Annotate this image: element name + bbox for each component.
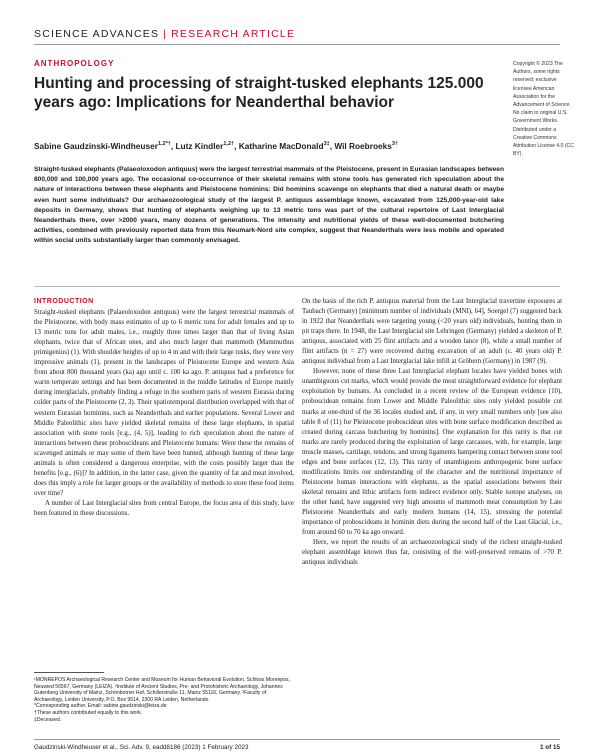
body-paragraph: On the basis of the rich P. antiquus material from the Last Interglacial travertine exposures at Taubach (Germany) [minimum number of individuals (MNI), 64], Soergel (7) suggested back in 1922 that Neanderthals were targeting young (<20 years old) individuals, hunting them in pit traps there. In 1948, the Last Interglacial site Lehringen (Germany) yielded a skeleton of P. antiquus, associated with 25 flint artifacts and a wooden lance (8), while a small number of flint artifacts (n = 27) were recovered during excavation of an adult (c. 40 years old) P. antiquus individual from a Last Interglacial lake infill at Gröbern (Germany) in 1987 (9). <box>302 298 562 366</box>
author-name[interactable]: Katharine MacDonald <box>238 141 324 151</box>
article-type: RESEARCH ARTICLE <box>171 28 296 40</box>
abstract-divider <box>34 286 560 287</box>
author-name[interactable]: Wil Roebroeks <box>334 141 392 151</box>
section-heading: INTRODUCTION <box>34 298 94 305</box>
deceased-footnote: ‡Deceased. <box>34 716 62 723</box>
author-affiliation: 3‡ <box>323 141 330 148</box>
author-list <box>34 141 504 151</box>
footer-rule <box>34 739 560 740</box>
section-label: ANTHROPOLOGY <box>34 59 115 68</box>
journal-name: SCIENCE ADVANCES <box>34 28 160 40</box>
body-paragraph: Straight-tusked elephants (Palaeoloxodon antiquus) were the largest terrestrial mammals of the Pleistocene, with body mass estimates of up to 6 metric tons for adult females and up to 13 metric tons for adult males, i.e., roughly three times larger than that of living Asian elephants, twice that of African ones, and also much larger than mammoth (Mammuthus primigenius) (1). With shoulder heights of up to 4 m and with their large tusks, they were very impressive animals (1), present in the landscapes of Pleistocene Europe and western Asia from about 800 thousand years (ka) ago until c. 100 ka ago. P. antiquus had a preference for warm temperate settings and has been documented in the middle latitudes of Europe mainly during interglacials, probably finding a refuge in the southern parts of western Eurasia during colder parts of the Pleistocene (2, 3). Their spatiotemporal distribution overlapped with that of western Eurasian hominins, such as Neanderthals and earlier populations. Several Lower and Middle Paleolithic sites have yielded skeletal remains of these large elephants, in spatial association with stone tools [e.g., (4, 5)], leading to rich speculation about the nature of interactions between these proboscideans and Pleistocene humans: Were these the remains of scavenged animals or may some of them have been hunted, although hunting of these large animals is often considered a dangerous enterprise, with the costs possibly larger than the benefits [e.g., (6)]? In addition, in the latter case, given the quantity of fat and meat involved, does this imply a role for larger groups or the availability of methods to store these food items over time? <box>34 309 294 497</box>
body-column-left <box>34 297 294 519</box>
page-number: 1 of 15 <box>540 744 560 751</box>
author-affiliation: 3† <box>391 141 398 148</box>
footer-citation: Gaudzinski-Windheuser et al., Sci. Adv. 9, eadd8186 (2023) 1 February 2023 <box>34 744 249 751</box>
affiliations-footnote: ¹MONREPOS Archaeological Research Center and Museum for Human Behavioral Evolution, Schloss Monrepos, Neuwied 56567, Germany (LEIZA). ²Institute of Ancient Studies, Pre- and Protohistoric Archaeology, Johannes Gutenberg University of Mainz, Schönborner Hof, Schillerstraße 11, Mainz 55116, Germany. ³Faculty of Archaeology, Leiden University, P.O. Box 9514, 2300 RA Leiden, Netherlands. <box>34 677 290 703</box>
body-paragraph: However, none of these three Last Interglacial elephant locales have yielded bones with unambiguous cut marks, which would provide the most straightforward evidence for elephant exploitation by humans. As concluded in a recent review of the European evidence (10), proboscidean remains from Lower and Middle Paleolithic sites only yielded possible cut marks at one-third of the 36 locales studied and, if any, in very small numbers only [see also table 8 of (11) for Pleistocene proboscidean sites with bone surface modification described as created during carcass butchering by hominins]. One explanation for this rarity is that cut marks are rarely produced during the exploitation of large carcasses, with, for example, large muscle masses, cartilage, tendons, and strong ligaments hampering contact between stone tool edges and bone surfaces (12, 13). This rarity of unambiguous anthropogenic bone surface modifications limits our understanding of the character and the nutritional importance of Pleistocene human interactions with elephants, as the spatial associations between their skeletal remains and lithic artifacts form indirect evidence only. Stable isotope analyses, on the other hand, have suggested very high amounts of mammoth meat consumption by Late Pleistocene Neanderthals and early modern humans (14, 15), stressing the potential importance of proboscideans in hominin diets during the second half of the Last Glacial, i.e., from around 60 to 70 ka ago onward. <box>302 368 562 537</box>
header-separator: | <box>163 28 168 40</box>
abstract: Straight-tusked elephants (Palaeoloxodon antiquus) were the largest terrestrial mammals of the Pleistocene, present in Eurasian landscapes between 800,000 and 100,000 years ago. The occasional co-occurrence of their skeletal remains with stone tools has generated rich speculation about the nature of interactions between these elephants and Pleistocene hominins: Did hominins scavenge on elephants that died a natural death or maybe even hunt some individuals? Our archaeozoological study of the largest P. antiquus assemblage known, excavated from 125,000-year-old lake deposits in Germany, shows that hunting of elephants weighing up to 13 metric tons was part of the cultural repertoire of Last Interglacial Neanderthals there, over >2000 years, many dozens of generations. The intensity and nutritional yields of these well-documented butchering activities, combined with previously reported data from this Neumark-Nord site complex, suggest that Neanderthals were less mobile and operated within social units substantially larger than commonly envisaged. <box>34 166 504 245</box>
article-title: Hunting and processing of straight-tusked elephants 125.000 years ago: Implications for Neanderthal behavior <box>34 75 484 111</box>
copyright-notice: Copyright © 2023 The Authors, some rights reserved; exclusive licensee American Association for the Advancement of Science. No claim to original U.S. Government Works. Distributed under a Creative Commons Attribution License 4.0 (CC BY). <box>513 61 574 158</box>
author-name[interactable]: Lutz Kindler <box>175 141 224 151</box>
author-separator: , <box>170 141 176 151</box>
header-rule <box>34 44 560 45</box>
body-paragraph: Here, we report the results of an archaeozoological study of the richest straight-tusked elephant assemblage known thus far, consisting of the well-preserved remains of >70 P. antiquus individuals <box>302 539 562 567</box>
footnote-rule <box>34 672 104 673</box>
equal-contribution-footnote: †These authors contributed equally to this work. <box>34 709 143 716</box>
author-separator: , <box>234 141 239 151</box>
body-paragraph: A number of Last Interglacial sites from central Europe, the focus area of this study, have been featured in these discussions. <box>34 499 294 517</box>
journal-header <box>34 28 295 40</box>
author-affiliation: 1,2† <box>223 141 235 148</box>
author-name[interactable]: Sabine Gaudzinski-Windheuser <box>34 141 158 151</box>
body-column-right <box>302 297 562 568</box>
corresponding-author-footnote[interactable]: *Corresponding author. Email: sabine.gaudzinski@leiza.de <box>34 703 167 710</box>
author-separator: , <box>329 141 335 151</box>
author-affiliation: 1,2*† <box>157 141 171 148</box>
footnotes <box>34 677 294 723</box>
